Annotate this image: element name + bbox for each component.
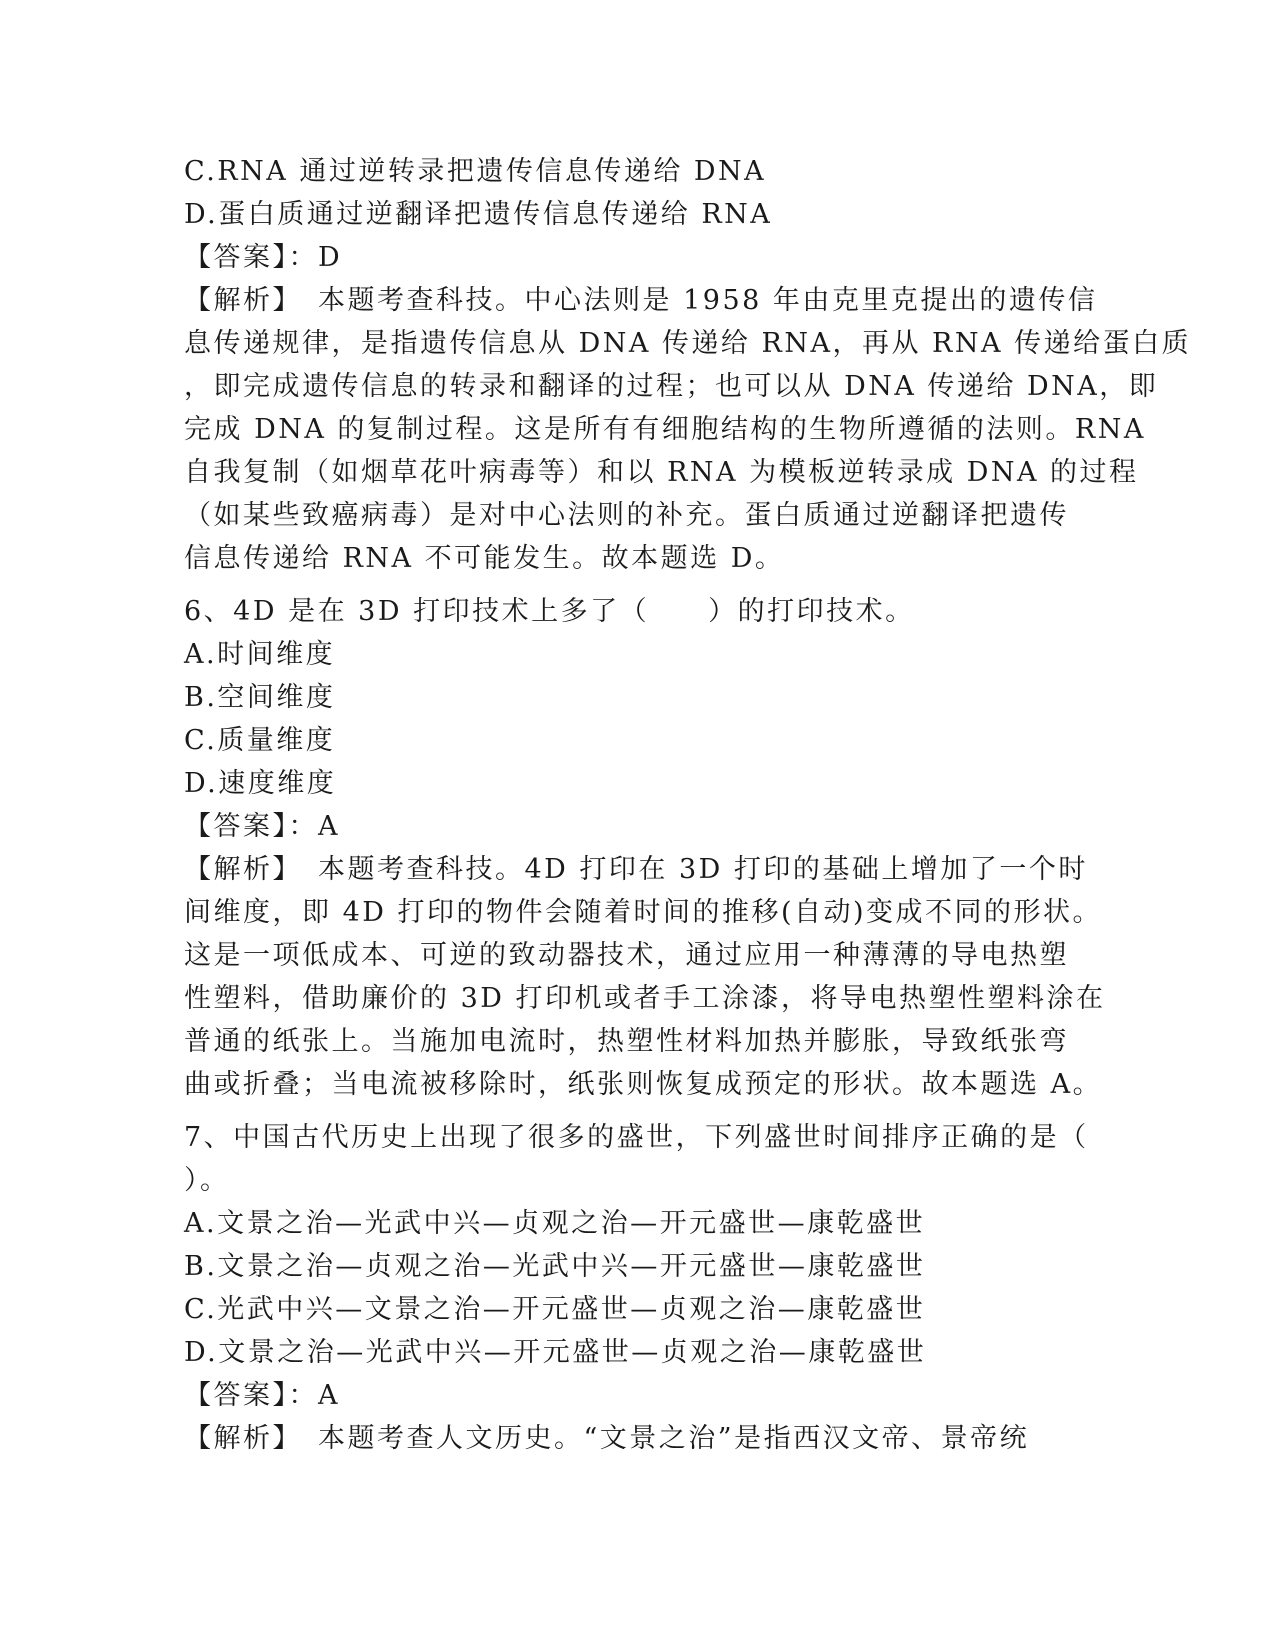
option-d: D.速度维度 (184, 768, 337, 799)
analysis-line: 间维度，即 4D 打印的物件会随着时间的推移(自动)变成不同的形状。 (184, 897, 1103, 928)
spacer (184, 580, 1084, 590)
spacer (184, 1106, 1084, 1116)
document-page (184, 150, 1192, 1460)
answer: 【答案】：D (184, 242, 343, 273)
analysis-line: 普通的纸张上。当施加电流时，热塑性材料加热并膨胀，导致纸张弯 (184, 1026, 1069, 1057)
analysis-line: 曲或折叠；当电流被移除时，纸张则恢复成预定的形状。故本题选 A。 (184, 1069, 1103, 1100)
question-title: 7、中国古代历史上出现了很多的盛世，下列盛世时间排序正确的是（ (184, 1122, 1089, 1153)
analysis-line: 自我复制（如烟草花叶病毒等）和以 RNA 为模板逆转录成 DNA 的过程 (184, 457, 1139, 488)
analysis-line: 性塑料，借助廉价的 3D 打印机或者手工涂漆，将导电热塑性塑料涂在 (184, 983, 1106, 1014)
analysis-line: 【解析】 本题考查科技。中心法则是 1958 年由克里克提出的遗传信 (184, 285, 1098, 316)
analysis-line: 【解析】 本题考查人文历史。“文景之治”是指西汉文帝、景帝统 (184, 1423, 1030, 1454)
answer: 【答案】：A (184, 1380, 340, 1411)
option-d: D.蛋白质通过逆翻译把遗传信息传递给 RNA (184, 199, 773, 230)
option-a: A.文景之治—光武中兴—贞观之治—开元盛世—康乾盛世 (184, 1208, 926, 1239)
answer: 【答案】：A (184, 811, 340, 842)
question-5-continuation (184, 150, 1192, 580)
analysis-line: 信息传递给 RNA 不可能发生。故本题选 D。 (184, 543, 785, 574)
question-title: ）。 (184, 1165, 230, 1196)
option-c: C.质量维度 (184, 725, 336, 756)
analysis-line: 【解析】 本题考查科技。4D 打印在 3D 打印的基础上增加了一个时 (184, 854, 1088, 885)
option-c: C.RNA 通过逆转录把遗传信息传递给 DNA (184, 156, 767, 187)
option-d: D.文景之治—光武中兴—开元盛世—贞观之治—康乾盛世 (184, 1337, 927, 1368)
analysis-line: 完成 DNA 的复制过程。这是所有有细胞结构的生物所遵循的法则。RNA (184, 414, 1146, 445)
analysis-line: （如某些致癌病毒）是对中心法则的补充。蛋白质通过逆翻译把遗传 (184, 500, 1069, 531)
option-b: B.空间维度 (184, 682, 336, 713)
option-c: C.光武中兴—文景之治—开元盛世—贞观之治—康乾盛世 (184, 1294, 926, 1325)
analysis-line: ，即完成遗传信息的转录和翻译的过程；也可以从 DNA 传递给 DNA，即 (184, 371, 1159, 402)
option-a: A.时间维度 (184, 639, 336, 670)
question-7 (184, 1116, 1089, 1460)
analysis-line: 息传递规律，是指遗传信息从 DNA 传递给 RNA，再从 RNA 传递给蛋白质 (184, 328, 1192, 359)
question-6 (184, 590, 1106, 1106)
analysis-line: 这是一项低成本、可逆的致动器技术，通过应用一种薄薄的导电热塑 (184, 940, 1069, 971)
option-b: B.文景之治—贞观之治—光武中兴—开元盛世—康乾盛世 (184, 1251, 926, 1282)
question-title: 6、4D 是在 3D 打印技术上多了（ ）的打印技术。 (184, 596, 915, 627)
